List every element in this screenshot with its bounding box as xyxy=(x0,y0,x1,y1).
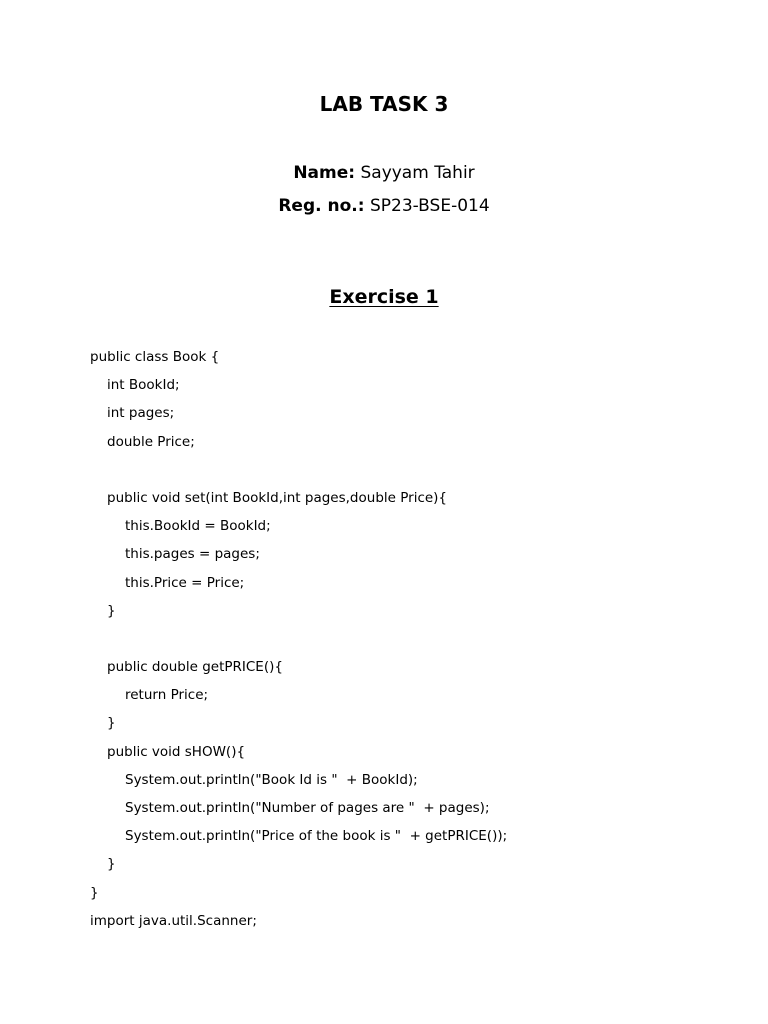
code-line: System.out.println("Price of the book is " + getPRICE()); xyxy=(125,828,508,845)
exercise-heading xyxy=(0,285,768,309)
code-line: this.Price = Price; xyxy=(125,574,245,591)
name-label: Name: xyxy=(293,163,356,183)
code-line xyxy=(90,459,730,487)
code-line: this.pages = pages; xyxy=(125,546,260,563)
code-line xyxy=(90,628,730,656)
code-line: return Price; xyxy=(125,687,209,704)
code-line: System.out.println("Book Id is " + BookId); xyxy=(125,771,418,788)
code-line: int pages; xyxy=(107,405,175,422)
exercise-heading-text: Exercise 1 xyxy=(329,286,439,308)
name-value: Sayyam Tahir xyxy=(355,163,475,183)
reg-value: SP23-BSE-014 xyxy=(364,196,490,216)
code-line: public class Book { xyxy=(90,349,220,365)
code-line: public double getPRICE(){ xyxy=(107,659,283,676)
code-line: public void sHOW(){ xyxy=(107,743,246,760)
code-line: double Price; xyxy=(107,433,195,450)
code-line: this.BookId = BookId; xyxy=(125,518,271,535)
student-name-line xyxy=(0,162,768,184)
document-title: LAB TASK 3 xyxy=(319,92,449,116)
code-line: int BookId; xyxy=(107,377,180,394)
code-line: public void set(int BookId,int pages,double Price){ xyxy=(107,489,448,506)
registration-line xyxy=(0,195,768,217)
code-line: System.out.println("Number of pages are " + pages); xyxy=(125,800,490,816)
reg-label: Reg. no.: xyxy=(278,196,365,216)
code-line: import java.util.Scanner; xyxy=(90,912,257,929)
code-listing xyxy=(90,346,730,938)
code-line: } xyxy=(107,856,116,873)
code-line: } xyxy=(107,715,116,732)
code-line: } xyxy=(107,602,116,619)
code-line: } xyxy=(90,884,99,901)
